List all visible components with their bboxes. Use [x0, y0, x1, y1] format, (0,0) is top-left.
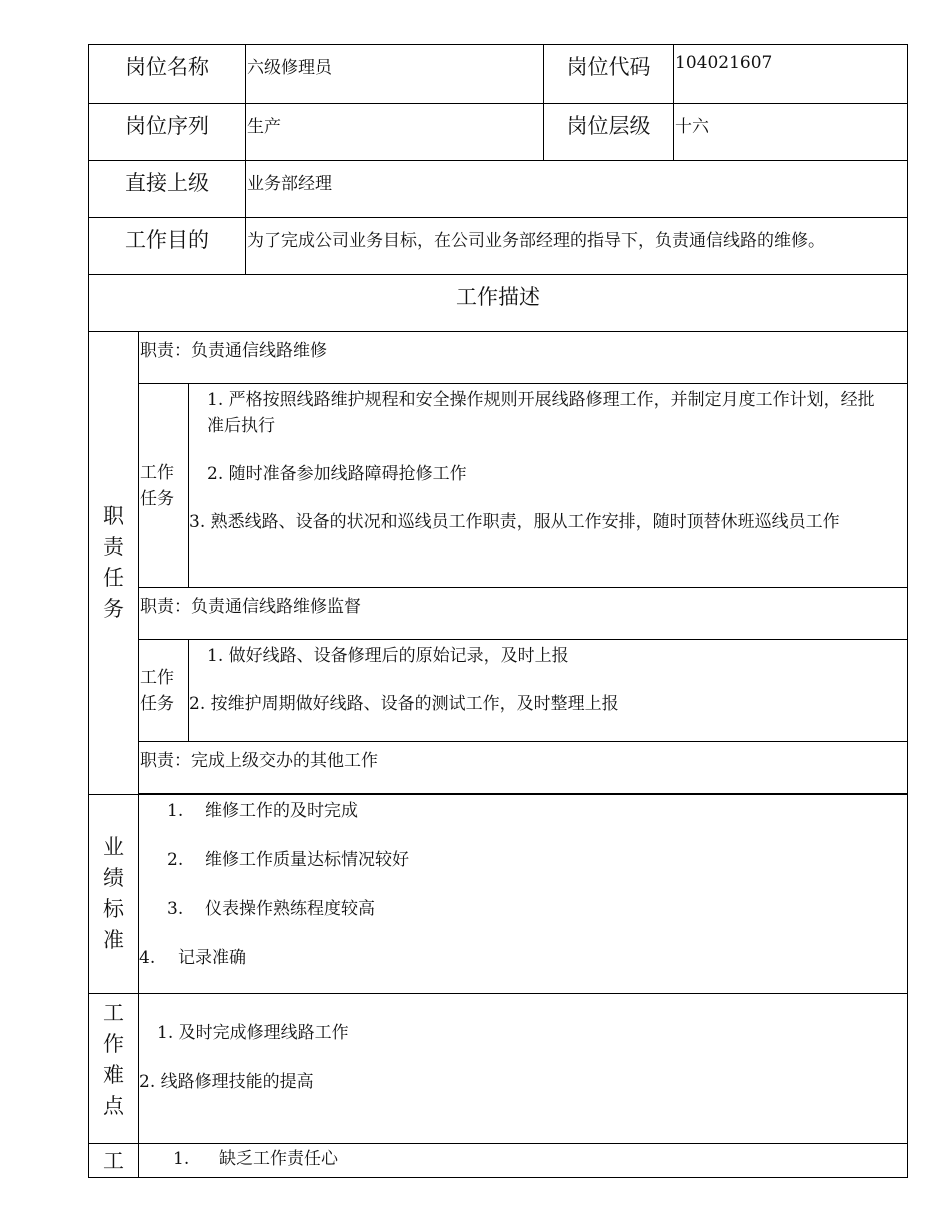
task-label-1-line-1: 工作: [140, 462, 174, 483]
duty-tasks-row-2: [89, 640, 908, 742]
post-series-value: 生产: [246, 104, 544, 161]
difficulty-item-2: 2. 线路修理技能的提高: [139, 1072, 314, 1092]
task-1-1: 1. 严格按照线路维护规程和安全操作规则开展线路修理工作，并制定月度工作计划，经批准后执行: [207, 390, 875, 436]
performance-label-char-2: 绩: [103, 866, 124, 890]
superior-value: 业务部经理: [246, 161, 908, 218]
post-level-value: 十六: [674, 104, 908, 161]
last-section-label: [89, 1144, 139, 1178]
job-description-form: [88, 44, 908, 1178]
task-2-2: 2. 按维护周期做好线路、设备的测试工作，及时整理上报: [189, 694, 619, 714]
difficulty-list: [139, 994, 908, 1144]
performance-text-3: 仪表操作熟练程度较高: [205, 899, 375, 919]
performance-label-char-1: 业: [103, 835, 124, 859]
duties-label-char-4: 务: [103, 597, 124, 621]
difficulty-item-1: 1. 及时完成修理线路工作: [157, 1023, 349, 1043]
post-code-value: 104021607: [674, 45, 908, 104]
difficulty-label-char-1: 工: [103, 1001, 124, 1025]
performance-item-2: [139, 847, 907, 873]
task-label-2: [139, 640, 189, 742]
post-series-label: 岗位序列: [89, 104, 246, 161]
difficulty-label-char-4: 点: [103, 1094, 124, 1118]
duties-label-char-2: 责: [103, 535, 124, 559]
last-section-num-1: 1.: [173, 1149, 190, 1169]
task-1-3: 3. 熟悉线路、设备的状况和巡线员工作职责，服从工作安排，随时顶替休班巡线员工作: [189, 512, 840, 532]
performance-item-1: [139, 798, 907, 824]
difficulty-label: [89, 994, 139, 1144]
task-list-1: [189, 384, 908, 588]
performance-list: [139, 795, 908, 994]
task-label-2-line-1: 工作: [140, 667, 174, 688]
last-section-item-1: [139, 1146, 907, 1172]
post-level-label: 岗位层级: [544, 104, 674, 161]
task-1-2: 2. 随时准备参加线路障碍抢修工作: [207, 464, 467, 484]
description-title: 工作描述: [89, 275, 908, 332]
row-difficulty: [89, 994, 908, 1144]
performance-num-1: 1.: [167, 801, 184, 821]
row-performance: [89, 795, 908, 994]
last-section-label-char-1: 工: [103, 1149, 124, 1173]
performance-text-4: 记录准确: [178, 948, 246, 968]
duty-row-1: [89, 332, 908, 384]
duty-title-2: 职责：负责通信线路维修监督: [139, 588, 908, 640]
performance-label-char-3: 标: [103, 897, 124, 921]
duty-row-3: [89, 742, 908, 794]
task-list-2: [189, 640, 908, 742]
duties-label-char-3: 任: [103, 566, 124, 590]
row-last-section: [89, 1144, 908, 1178]
duty-title-1: 职责：负责通信线路维修: [139, 332, 908, 384]
purpose-value: 为了完成公司业务目标，在公司业务部经理的指导下，负责通信线路的维修。: [246, 218, 908, 275]
row-purpose: [89, 218, 908, 275]
performance-item-4: [139, 945, 907, 971]
difficulty-label-char-2: 作: [103, 1032, 124, 1056]
superior-label: 直接上级: [89, 161, 246, 218]
performance-label: [89, 795, 139, 994]
duties-label-char-1: 职: [103, 504, 124, 528]
performance-num-2: 2.: [167, 850, 184, 870]
performance-text-2: 维修工作质量达标情况较好: [205, 850, 409, 870]
task-label-1: [139, 384, 189, 588]
row-superior: [89, 161, 908, 218]
row-description-title: [89, 275, 908, 332]
duty-title-3: 职责：完成上级交办的其他工作: [139, 742, 908, 794]
performance-num-4: 4.: [139, 948, 156, 968]
row-post-series: [89, 104, 908, 161]
task-label-2-line-2: 任务: [140, 693, 174, 714]
difficulty-label-char-3: 难: [103, 1063, 124, 1087]
post-code-label: 岗位代码: [544, 45, 674, 104]
task-2-1: 1. 做好线路、设备修理后的原始记录，及时上报: [207, 646, 569, 666]
purpose-label: 工作目的: [89, 218, 246, 275]
post-name-label: 岗位名称: [89, 45, 246, 104]
last-section-list: [139, 1144, 908, 1178]
task-label-1-line-2: 任务: [140, 488, 174, 509]
performance-text-1: 维修工作的及时完成: [205, 801, 358, 821]
performance-num-3: 3.: [167, 899, 184, 919]
duty-row-2: [89, 588, 908, 640]
performance-label-char-4: 准: [103, 928, 124, 952]
performance-item-3: [139, 896, 907, 922]
duties-label: [89, 332, 139, 795]
post-name-value: 六级修理员: [246, 45, 544, 104]
row-post-name: [89, 45, 908, 104]
duty-tasks-row-1: [89, 384, 908, 588]
last-section-text-1: 缺乏工作责任心: [219, 1149, 338, 1169]
